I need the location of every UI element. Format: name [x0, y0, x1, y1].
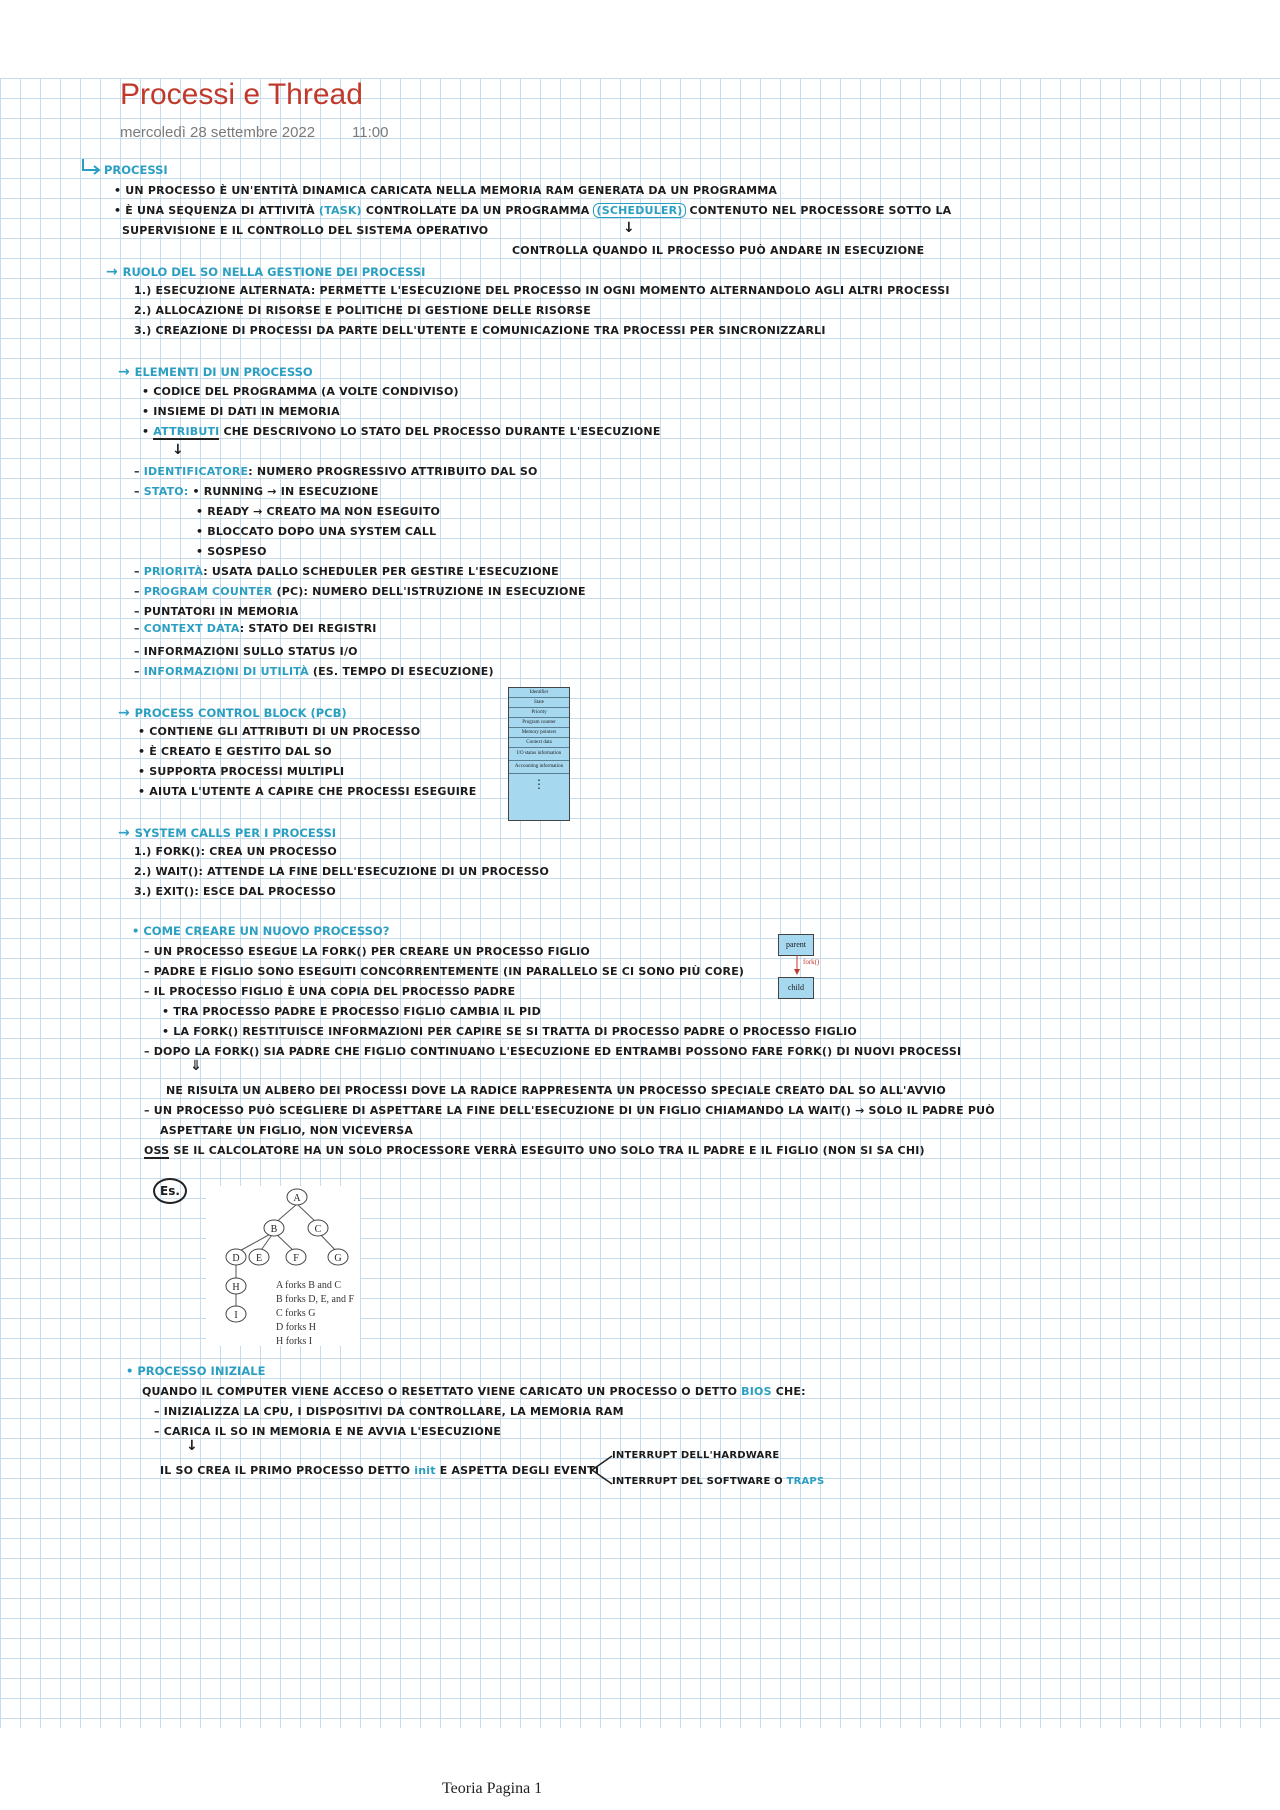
- event-hardware-interrupt: INTERRUPT DELL'HARDWARE: [612, 1450, 780, 1461]
- fork-label: fork(): [803, 958, 820, 966]
- syscall-fork: 1.) FORK(): CREA UN PROCESSO: [134, 845, 337, 858]
- tree-node-label: I: [234, 1310, 238, 1321]
- attr-program-counter: – PROGRAM COUNTER (PC): NUMERO DELL'ISTRUZIONE IN ESECUZIONE: [134, 585, 586, 598]
- brace-icon: [588, 1452, 614, 1488]
- scheduler-note: CONTROLLA QUANDO IL PROCESSO PUÒ ANDARE IN ESECUZIONE: [512, 244, 925, 257]
- creare-oss: OSS SE IL CALCOLATORE HA UN SOLO PROCESSORE VERRÀ ESEGUITO UNO SOLO TRA IL PADRE E IL FIGLIO (NON SI SA CHI): [144, 1144, 925, 1157]
- creare-item-1: – UN PROCESSO ESEGUE LA FORK() PER CREARE UN PROCESSO FIGLIO: [144, 945, 590, 958]
- tree-caption-line: D forks H: [276, 1322, 316, 1333]
- tree-caption-line: C forks G: [276, 1308, 316, 1319]
- pcb-field: Program counter: [509, 718, 569, 728]
- ruolo-item-3: 3.) CREAZIONE DI PROCESSI DA PARTE DELL'UTENTE E COMUNICAZIONE TRA PROCESSI PER SINCRONIZZARLI: [134, 324, 826, 337]
- elementi-item-3: • ATTRIBUTI CHE DESCRIVONO LO STATO DEL PROCESSO DURANTE L'ESECUZIONE: [142, 425, 661, 438]
- processi-line-1: • UN PROCESSO È UN'ENTITÀ DINAMICA CARICATA NELLA MEMORIA RAM GENERATA DA UN PROGRAMMA: [114, 184, 778, 197]
- attr-io-status: – INFORMAZIONI SULLO STATUS I/O: [134, 645, 358, 658]
- down-arrow-icon: ↓: [623, 220, 635, 236]
- iniziale-item-2: – CARICA IL SO IN MEMORIA E NE AVVIA L'ESECUZIONE: [154, 1425, 502, 1438]
- pcb-field: State: [509, 698, 569, 708]
- tree-caption-line: A forks B and C: [276, 1280, 341, 1291]
- ruolo-item-2: 2.) ALLOCAZIONE DI RISORSE E POLITICHE DI GESTIONE DELLE RISORSE: [134, 304, 592, 317]
- attr-utilita: – INFORMAZIONI DI UTILITÀ (ES. TEMPO DI ESECUZIONE): [134, 665, 494, 678]
- elementi-item-1: • CODICE DEL PROGRAMMA (A VOLTE CONDIVISO): [142, 385, 459, 398]
- pcb-field: Accounting information: [509, 761, 569, 774]
- creare-item-3: – IL PROCESSO FIGLIO È UNA COPIA DEL PROCESSO PADRE: [144, 985, 516, 998]
- stato-bloccato: • BLOCCATO DOPO UNA SYSTEM CALL: [196, 525, 437, 538]
- tree-node-label: C: [314, 1224, 322, 1235]
- double-down-arrow-icon: ⇓: [190, 1058, 202, 1074]
- attr-context-data: – CONTEXT DATA: STATO DEI REGISTRI: [134, 622, 377, 635]
- pcb-field: I/O status information: [509, 748, 569, 761]
- down-arrow-icon: ↓: [186, 1438, 198, 1454]
- child-box: child: [778, 977, 814, 999]
- down-arrow-icon: ↓: [172, 442, 184, 458]
- tree-node-label: D: [232, 1253, 240, 1264]
- process-tree-diagram: [206, 1186, 360, 1346]
- pcb-more: ⋮: [533, 777, 545, 791]
- attr-puntatori: – PUNTATORI IN MEMORIA: [134, 605, 299, 618]
- stato-sospeso: • SOSPESO: [196, 545, 267, 558]
- pcb-diagram: [508, 687, 570, 821]
- elementi-item-2: • INSIEME DI DATI IN MEMORIA: [142, 405, 340, 418]
- section-iniziale-heading: • PROCESSO INIZIALE: [126, 1364, 266, 1378]
- tree-node-label: B: [270, 1224, 278, 1235]
- section-syscalls-heading: → SYSTEM CALLS PER I PROCESSI: [118, 825, 337, 841]
- processi-line-3: SUPERVISIONE E IL CONTROLLO DEL SISTEMA OPERATIVO: [122, 224, 489, 237]
- parent-box: parent: [778, 934, 814, 956]
- tree-node-label: A: [293, 1193, 301, 1204]
- example-label: Es.: [153, 1178, 187, 1204]
- creare-sub-2: • LA FORK() RESTITUISCE INFORMAZIONI PER CAPIRE SE SI TRATTA DI PROCESSO PADRE O PROCESSO FIGLIO: [162, 1025, 857, 1038]
- iniziale-intro: QUANDO IL COMPUTER VIENE ACCESO O RESETTATO VIENE CARICATO UN PROCESSO O DETTO BIOS CHE:: [142, 1385, 806, 1398]
- iniziale-final: IL SO CREA IL PRIMO PROCESSO DETTO init E ASPETTA DEGLI EVENTI: [160, 1464, 600, 1477]
- tree-node-label: F: [293, 1253, 299, 1264]
- section-ruolo-heading: → RUOLO DEL SO NELLA GESTIONE DEI PROCESSI: [106, 264, 426, 280]
- page-title: Processi e Thread: [120, 78, 363, 111]
- attr-identificatore: – IDENTIFICATORE: NUMERO PROGRESSIVO ATTRIBUITO DAL SO: [134, 465, 538, 478]
- pcb-item-1: • CONTIENE GLI ATTRIBUTI DI UN PROCESSO: [138, 725, 421, 738]
- tree-node-label: H: [232, 1282, 240, 1293]
- section-pcb-heading: → PROCESS CONTROL BLOCK (PCB): [118, 705, 347, 721]
- pcb-field: Priority: [509, 708, 569, 718]
- creare-wait-1: – UN PROCESSO PUÒ SCEGLIERE DI ASPETTARE LA FINE DELL'ESECUZIONE DI UN FIGLIO CHIAMANDO LA WAIT() → SOLO IL PADRE PUÒ: [144, 1104, 995, 1117]
- syscall-wait: 2.) WAIT(): ATTENDE LA FINE DELL'ESECUZIONE DI UN PROCESSO: [134, 865, 550, 878]
- ruolo-item-1: 1.) ESECUZIONE ALTERNATA: PERMETTE L'ESECUZIONE DEL PROCESSO IN OGNI MOMENTO ALTERNANDOLO AGLI ALTRI PROCESSI: [134, 284, 950, 297]
- tree-caption-line: H forks I: [276, 1336, 313, 1347]
- creare-albero: NE RISULTA UN ALBERO DEI PROCESSI DOVE LA RADICE RAPPRESENTA UN PROCESSO SPECIALE CREATO DAL SO ALL'AVVIO: [166, 1084, 946, 1097]
- pcb-field: Memory pointers: [509, 728, 569, 738]
- section-elementi-heading: → ELEMENTI DI UN PROCESSO: [118, 364, 313, 380]
- section-processi-heading: PROCESSI: [104, 163, 168, 177]
- stato-ready: • READY → CREATO MA NON ESEGUITO: [196, 505, 441, 518]
- hook-arrow-icon: [80, 158, 102, 176]
- pcb-item-3: • SUPPORTA PROCESSI MULTIPLI: [138, 765, 345, 778]
- section-creare-heading: • COME CREARE UN NUOVO PROCESSO?: [132, 924, 390, 938]
- pcb-field: Context data: [509, 738, 569, 748]
- attr-priorita: – PRIORITÀ: USATA DALLO SCHEDULER PER GESTIRE L'ESECUZIONE: [134, 565, 559, 578]
- tree-caption-line: B forks D, E, and F: [276, 1294, 355, 1305]
- pcb-field: Identifier: [509, 688, 569, 698]
- creare-dopo: – DOPO LA FORK() SIA PADRE CHE FIGLIO CONTINUANO L'ESECUZIONE ED ENTRAMBI POSSONO FARE FORK() DI NUOVI PROCESSI: [144, 1045, 962, 1058]
- tree-node-label: E: [255, 1253, 263, 1264]
- page-footer: Teoria Pagina 1: [442, 1780, 543, 1797]
- pcb-item-4: • AIUTA L'UTENTE A CAPIRE CHE PROCESSI ESEGUIRE: [138, 785, 477, 798]
- page-time: 11:00: [352, 124, 389, 141]
- iniziale-item-1: – INIZIALIZZA LA CPU, I DISPOSITIVI DA CONTROLLARE, LA MEMORIA RAM: [154, 1405, 624, 1418]
- creare-sub-1: • TRA PROCESSO PADRE E PROCESSO FIGLIO CAMBIA IL PID: [162, 1005, 541, 1018]
- syscall-exit: 3.) EXIT(): ESCE DAL PROCESSO: [134, 885, 336, 898]
- event-software-interrupt: INTERRUPT DEL SOFTWARE O TRAPS: [612, 1476, 825, 1487]
- attr-stato: – STATO: • RUNNING → IN ESECUZIONE: [134, 485, 379, 498]
- page-date: mercoledì 28 settembre 2022: [120, 124, 316, 141]
- fork-arrow-icon: [793, 955, 801, 977]
- processi-line-2: • È UNA SEQUENZA DI ATTIVITÀ (TASK) CONTROLLATE DA UN PROGRAMMA (SCHEDULER) CONTENUTO NEL PROCESSORE SOTTO LA: [114, 204, 952, 217]
- creare-wait-2: ASPETTARE UN FIGLIO, NON VICEVERSA: [160, 1124, 414, 1137]
- pcb-item-2: • È CREATO E GESTITO DAL SO: [138, 745, 332, 758]
- tree-node-label: G: [334, 1253, 342, 1264]
- creare-item-2: – PADRE E FIGLIO SONO ESEGUITI CONCORRENTEMENTE (IN PARALLELO SE CI SONO PIÙ CORE): [144, 965, 745, 978]
